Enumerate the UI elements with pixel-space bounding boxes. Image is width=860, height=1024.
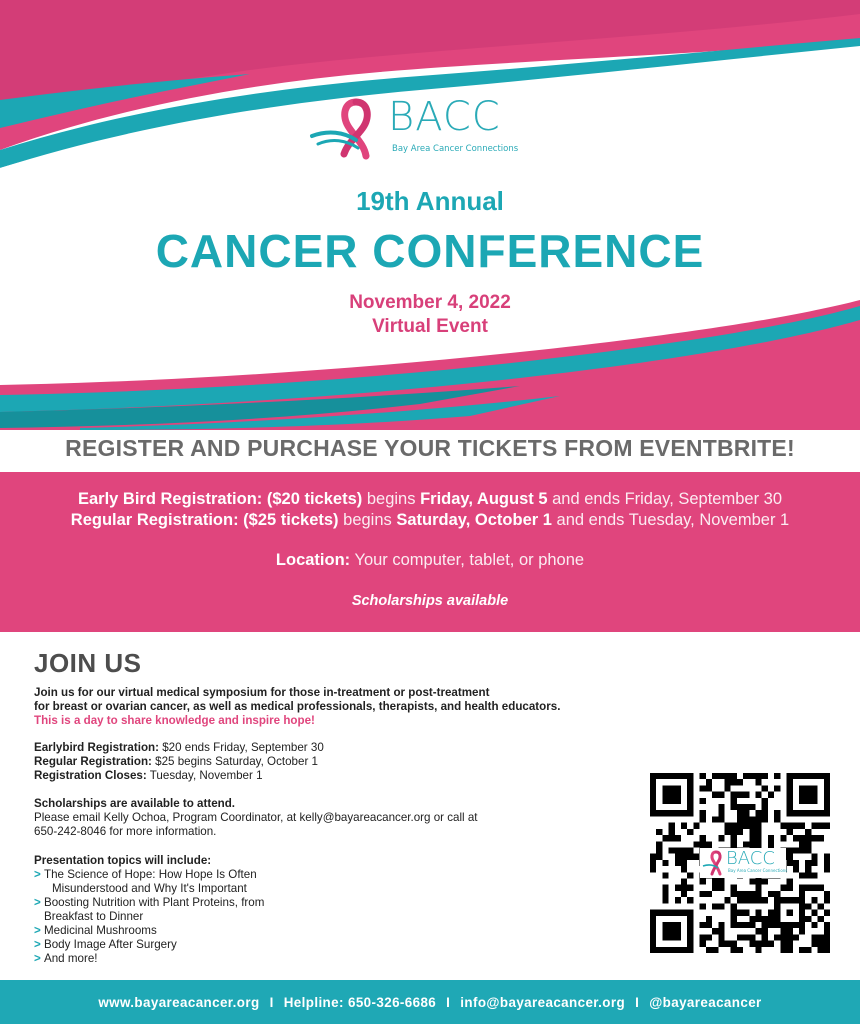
footer-separator: I (269, 994, 274, 1010)
topic-line: And more! (44, 952, 98, 965)
topic-line: Body Image After Surgery (44, 938, 177, 951)
logo-tagline: Bay Area Cancer Connections (392, 144, 519, 154)
location-label: Location: (275, 551, 351, 569)
logo-wordmark: BACC (388, 94, 501, 140)
arrow-icon: > (34, 938, 41, 951)
regular-start: Saturday, October 1 (396, 511, 552, 529)
event-type: Virtual Event (372, 316, 488, 337)
topic-line-cont: Misunderstood and Why It's Important (52, 882, 247, 895)
arrow-icon: > (34, 868, 41, 881)
closes-row (34, 769, 324, 783)
footer-bar (0, 980, 860, 1024)
footer-separator: I (446, 994, 451, 1010)
qr-center-logo (700, 848, 786, 878)
list-item (34, 938, 334, 952)
topic-line: Medicinal Mushrooms (44, 924, 157, 937)
event-edition: 19th Annual (356, 186, 504, 216)
qr-logo-wordmark: BACC (726, 848, 775, 869)
topics-heading: Presentation topics will include: (34, 854, 212, 867)
join-us-heading: JOIN US (34, 648, 142, 678)
join-intro (34, 686, 654, 728)
early-bird-label: Early Bird Registration: ($20 tickets) (77, 490, 363, 508)
closes-value: Tuesday, November 1 (149, 769, 263, 782)
early-start: Friday, August 5 (420, 490, 548, 508)
qr-logo-tagline: Bay Area Cancer Connections (728, 868, 788, 873)
event-date: November 4, 2022 (349, 292, 511, 313)
earlybird-row (34, 741, 324, 755)
topic-line: Boosting Nutrition with Plant Proteins, from (44, 896, 265, 909)
footer-website-link[interactable]: www.bayareacancer.org (98, 994, 260, 1010)
arrow-icon: > (34, 896, 41, 909)
intro-line-3: This is a day to share knowledge and inspire hope! (34, 714, 315, 727)
regular-row (34, 755, 324, 769)
scholarship-line-2: 650-242-8046 for more information. (34, 825, 217, 838)
arrow-icon: > (34, 924, 41, 937)
registration-list (34, 741, 324, 783)
footer-helpline[interactable]: Helpline: 650-326-6686 (283, 994, 437, 1010)
scholarship-heading: Scholarships are available to attend. (34, 797, 236, 810)
register-heading: REGISTER AND PURCHASE YOUR TICKETS FROM EVENTBRITE! (65, 435, 795, 461)
location-line (0, 551, 860, 570)
early-end: and ends Friday, September 30 (552, 490, 783, 508)
intro-line-2: for breast or ovarian cancer, as well as medical professionals, therapists, and health educators. (34, 700, 561, 713)
scholarships-available: Scholarships available (351, 593, 509, 609)
intro-line-1: Join us for our virtual medical symposium for those in-treatment or post-treatment (34, 686, 490, 699)
event-title: CANCER CONFERENCE (155, 225, 705, 277)
pink-ribbon-icon (308, 96, 388, 160)
footer-social-handle[interactable]: @bayareacancer (649, 994, 762, 1010)
bacc-logo (308, 96, 538, 160)
pink-ribbon-icon (702, 850, 726, 876)
list-item (34, 896, 334, 924)
scholarship-info (34, 797, 574, 839)
topics-list (34, 854, 334, 966)
footer-separator: I (635, 994, 640, 1010)
closes-label: Registration Closes: (34, 769, 147, 782)
scholarship-line-1: Please email Kelly Ochoa, Program Coordinator, at kelly@bayareacancer.org or call at (34, 811, 478, 824)
location-value: Your computer, tablet, or phone (354, 551, 585, 569)
regular-line (0, 511, 860, 530)
early-bird-line (0, 490, 860, 509)
footer-email-link[interactable]: info@bayareacancer.org (460, 994, 626, 1010)
regular-reg-value: $25 begins Saturday, October 1 (155, 755, 318, 768)
list-item (34, 924, 334, 938)
arrow-icon: > (34, 952, 41, 965)
regular-reg-label: Regular Registration: (34, 755, 152, 768)
earlybird-label: Earlybird Registration: (34, 741, 159, 754)
list-item (34, 952, 334, 966)
topic-line-cont: Breakfast to Dinner (44, 910, 144, 923)
regular-end: and ends Tuesday, November 1 (556, 511, 790, 529)
early-begins: begins (366, 490, 416, 508)
earlybird-value: $20 ends Friday, September 30 (162, 741, 324, 754)
topic-line: The Science of Hope: How Hope Is Often (44, 868, 257, 881)
list-item (34, 868, 334, 896)
regular-begins: begins (343, 511, 392, 529)
regular-label: Regular Registration: ($25 tickets) (70, 511, 339, 529)
